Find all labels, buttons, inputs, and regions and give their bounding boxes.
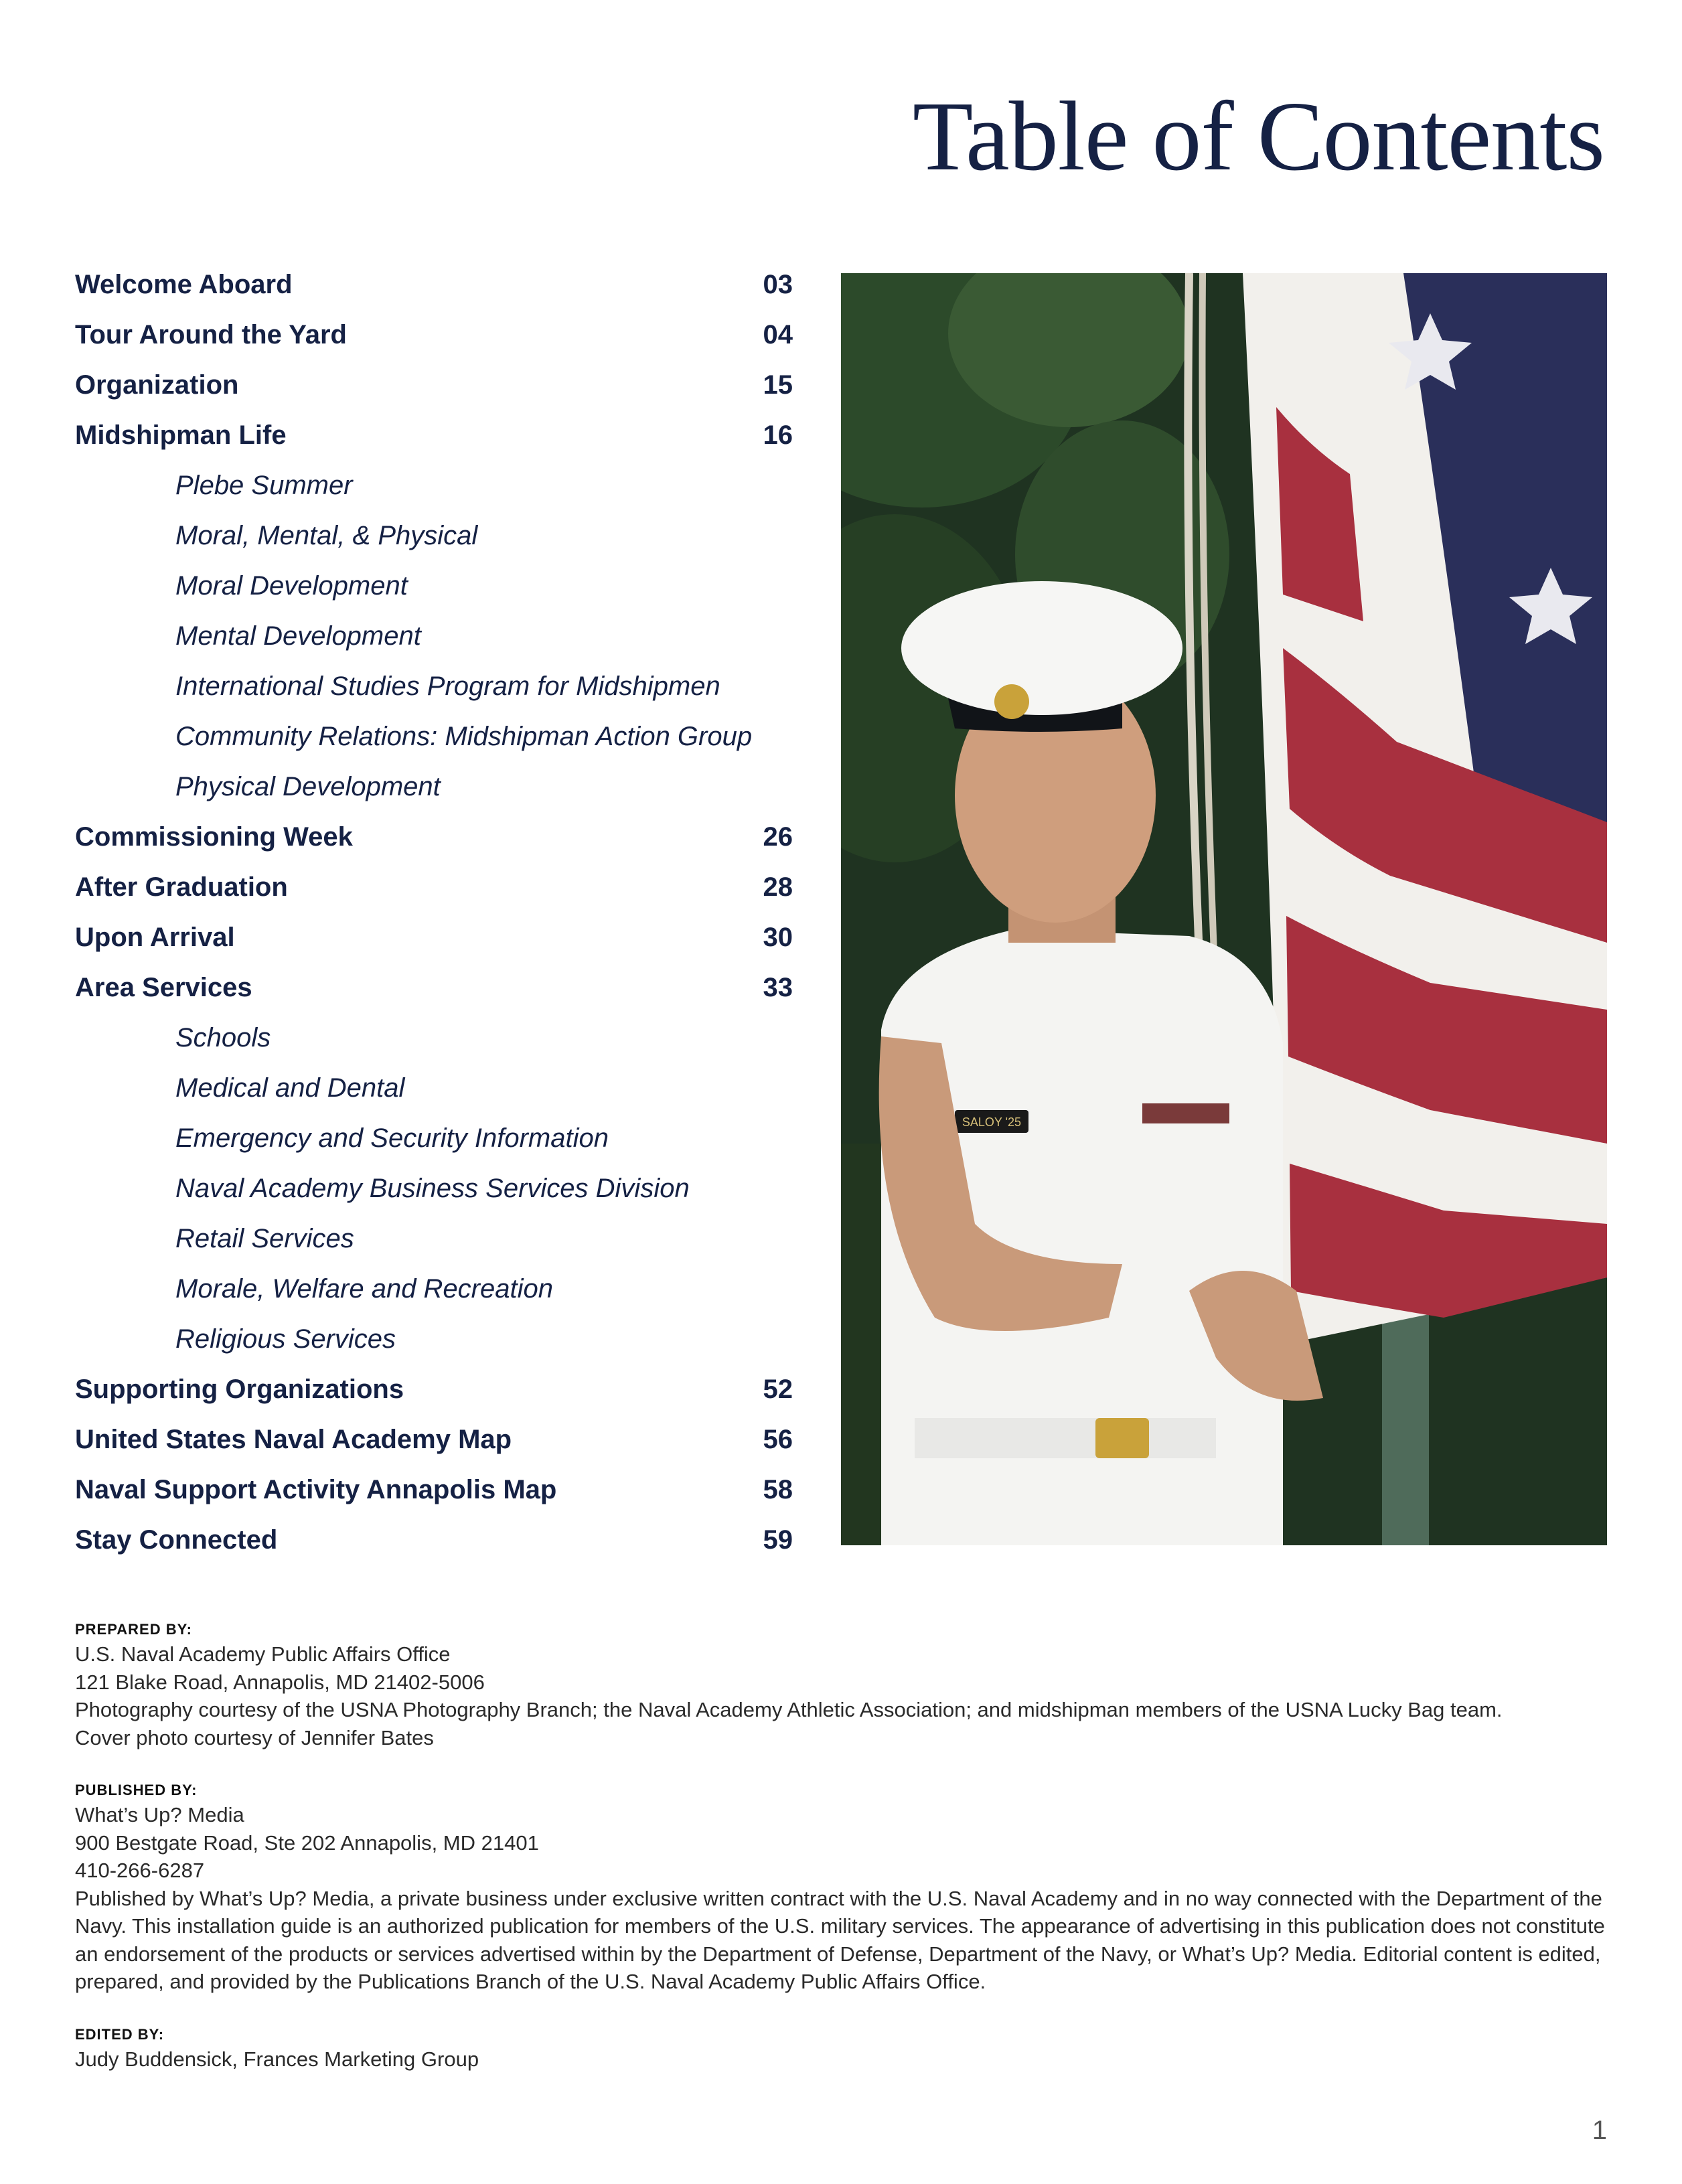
midshipman-raising-flag-image — [841, 273, 1607, 1545]
published-by-line: 900 Bestgate Road, Ste 202 Annapolis, MD 21401 — [75, 1830, 539, 1855]
toc-entry-label: Physical Development — [175, 772, 441, 801]
toc-subentry[interactable] — [75, 1214, 793, 1264]
toc-entry[interactable] — [75, 260, 793, 310]
cover-photo — [841, 273, 1607, 1545]
prepared-by-line: Cover photo courtesy of Jennifer Bates — [75, 1725, 434, 1749]
toc-entry-label: Community Relations: Midshipman Action Group — [175, 722, 753, 751]
toc-entry-page-number: 33 — [763, 973, 793, 1002]
toc-entry-page-number: 28 — [763, 872, 793, 902]
edited-by-heading: EDITED BY: — [75, 2025, 165, 2043]
toc-entry-label: Naval Academy Business Services Division — [175, 1174, 690, 1203]
toc-entry-label: Moral Development — [175, 571, 408, 601]
toc-entry-page-number: 15 — [763, 370, 793, 400]
toc-entry-label: Schools — [175, 1023, 271, 1052]
toc-subentry[interactable] — [75, 461, 793, 511]
published-by-disclaimer: Published by What’s Up? Media, a private business under exclusive written contract with the U.S. Naval Academy and in no way connected with the Department of the Navy. This installation guide is an authorized publication for members of the U.S. military services. The appearance of advertising in this publication does not constitute an endorsement of the products or services advertised within by the Department of Defense, Department of the Navy, or What’s Up? Media. Editorial content is edited, prepared, and provided by the Publications Branch of the U.S. Naval Academy Public Affairs Office. — [75, 1886, 1605, 1993]
toc-entry[interactable] — [75, 812, 793, 862]
toc-subentry[interactable] — [75, 1264, 793, 1314]
published-by-heading: PUBLISHED BY: — [75, 1782, 198, 1798]
toc-entry[interactable] — [75, 310, 793, 360]
toc-entry-label: Commissioning Week — [75, 822, 353, 852]
toc-subentry[interactable] — [75, 1164, 793, 1214]
toc-entry-page-number: 59 — [763, 1525, 793, 1555]
toc-subentry[interactable] — [75, 1013, 793, 1063]
credits — [75, 1619, 1608, 2101]
published-by-line: 410-266-6287 — [75, 1859, 205, 1882]
toc-entry[interactable] — [75, 1364, 793, 1415]
toc-entry-page-number: 52 — [763, 1375, 793, 1404]
prepared-by-line: 121 Blake Road, Annapolis, MD 21402-5006 — [75, 1670, 485, 1694]
table-of-contents — [75, 260, 793, 1565]
toc-entry-label: United States Naval Academy Map — [75, 1425, 512, 1454]
toc-entry-label: Emergency and Security Information — [175, 1123, 609, 1153]
toc-subentry[interactable] — [75, 712, 793, 762]
name-tag: SALOY '25 — [962, 1115, 1022, 1129]
toc-subentry[interactable] — [75, 611, 793, 661]
toc-subentry[interactable] — [75, 661, 793, 712]
toc-entry-label: International Studies Program for Midshipmen — [175, 672, 720, 701]
toc-entry[interactable] — [75, 1415, 793, 1465]
toc-entry[interactable] — [75, 360, 793, 410]
toc-entry-page-number: 56 — [763, 1425, 793, 1454]
toc-entry-label: Area Services — [75, 973, 252, 1002]
toc-entry[interactable] — [75, 410, 793, 461]
prepared-by-line: Photography courtesy of the USNA Photography Branch; the Naval Academy Athletic Association; and midshipman members of the USNA Lucky Bag team. — [75, 1698, 1503, 1721]
toc-entry-label: Medical and Dental — [175, 1073, 405, 1103]
toc-entry-page-number: 16 — [763, 420, 793, 450]
toc-entry-label: Tour Around the Yard — [75, 320, 347, 349]
toc-entry-label: Morale, Welfare and Recreation — [175, 1274, 553, 1304]
page-title: Table of Contents — [912, 82, 1604, 191]
toc-subentry[interactable] — [75, 561, 793, 611]
toc-entry-page-number: 03 — [763, 270, 793, 299]
toc-entry-label: Supporting Organizations — [75, 1375, 404, 1404]
toc-entry-label: Mental Development — [175, 621, 421, 651]
toc-subentry[interactable] — [75, 1314, 793, 1364]
published-by-line: What’s Up? Media — [75, 1803, 244, 1826]
toc-entry-label: Organization — [75, 370, 239, 400]
prepared-by-heading: PREPARED BY: — [75, 1621, 192, 1638]
toc-entry[interactable] — [75, 1465, 793, 1515]
published-by-block — [75, 1780, 1608, 1996]
page-number: 1 — [1592, 2116, 1607, 2145]
toc-entry-label: Welcome Aboard — [75, 270, 293, 299]
toc-entry-label: Stay Connected — [75, 1525, 278, 1555]
toc-entry-label: Naval Support Activity Annapolis Map — [75, 1475, 557, 1504]
edited-by-line: Judy Buddensick, Frances Marketing Group — [75, 2047, 479, 2071]
toc-subentry[interactable] — [75, 762, 793, 812]
toc-entry-page-number: 58 — [763, 1475, 793, 1504]
toc-entry-label: After Graduation — [75, 872, 288, 902]
toc-subentry[interactable] — [75, 511, 793, 561]
toc-entry-label: Midshipman Life — [75, 420, 287, 450]
toc-entry[interactable] — [75, 1515, 793, 1565]
toc-entry[interactable] — [75, 913, 793, 963]
toc-subentry[interactable] — [75, 1113, 793, 1164]
toc-entry-label: Retail Services — [175, 1224, 354, 1253]
toc-entry-label: Plebe Summer — [175, 471, 353, 500]
toc-entry-label: Moral, Mental, & Physical — [175, 521, 478, 550]
toc-entry[interactable] — [75, 963, 793, 1013]
toc-entry-label: Religious Services — [175, 1324, 396, 1354]
toc-entry-page-number: 04 — [763, 320, 793, 349]
toc-entry-label: Upon Arrival — [75, 923, 235, 952]
toc-entry-page-number: 26 — [763, 822, 793, 852]
prepared-by-line: U.S. Naval Academy Public Affairs Office — [75, 1642, 451, 1666]
toc-entry[interactable] — [75, 862, 793, 913]
edited-by-block — [75, 2024, 1608, 2074]
prepared-by-block — [75, 1619, 1608, 1751]
toc-entry-page-number: 30 — [763, 923, 793, 952]
toc-subentry[interactable] — [75, 1063, 793, 1113]
